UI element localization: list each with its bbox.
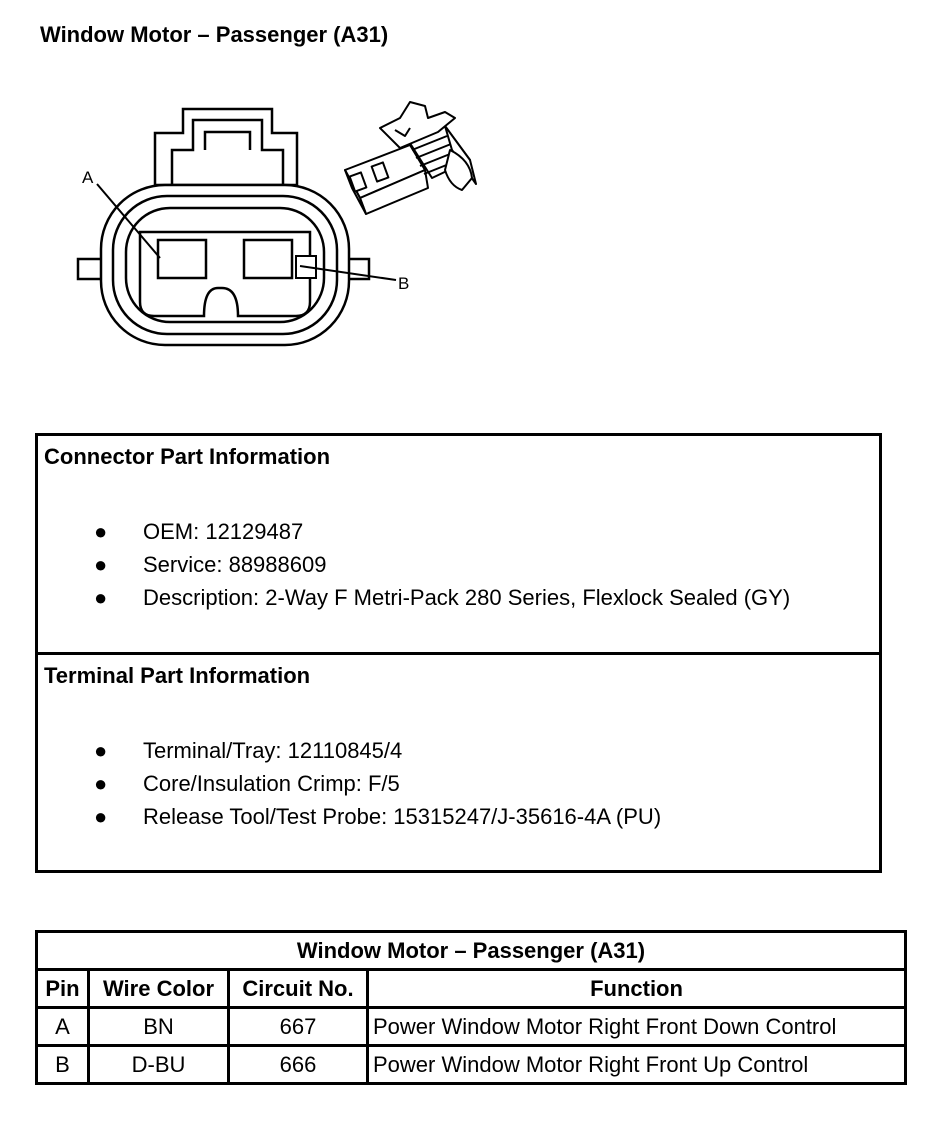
bullet-icon: ● (94, 771, 108, 796)
connector-isometric-view (345, 102, 476, 214)
cell-function: Power Window Motor Right Front Down Control (368, 1008, 906, 1046)
cell-wire-color: BN (89, 1008, 229, 1046)
pin-table-title: Window Motor – Passenger (A31) (37, 932, 906, 970)
bullet-icon: ● (94, 552, 108, 577)
table-row (37, 1046, 906, 1084)
connector-part-info-heading: Connector Part Information (44, 444, 331, 469)
page-title: Window Motor – Passenger (A31) (40, 22, 389, 47)
bullet-icon: ● (94, 804, 108, 829)
header-function: Function (368, 970, 906, 1008)
cavity-a (158, 240, 206, 278)
bullet-icon: ● (94, 585, 108, 610)
label-a: A (82, 168, 94, 187)
cell-circuit-no: 666 (229, 1046, 368, 1084)
bullet-icon: ● (94, 738, 108, 763)
connector-latch (155, 109, 297, 185)
header-circuit-no: Circuit No. (229, 970, 368, 1008)
header-wire-color: Wire Color (89, 970, 229, 1008)
terminal-part-info-heading: Terminal Part Information (44, 663, 311, 688)
cell-pin: B (37, 1046, 89, 1084)
cell-circuit-no: 667 (229, 1008, 368, 1046)
pin-table (35, 930, 907, 1085)
cell-function: Power Window Motor Right Front Up Control (368, 1046, 906, 1084)
cell-wire-color: D-BU (89, 1046, 229, 1084)
label-b: B (398, 274, 410, 293)
table-row (37, 1008, 906, 1046)
connector-diagram (0, 0, 944, 420)
terminal-part-info-box: Terminal Part Information ● Terminal/Tray: 12110845/4 ● Core/Insulation Crimp: F/5 ● Release Tool/Test Probe: 15315247/J-35616-4A (PU) (35, 652, 882, 873)
bullet-icon: ● (94, 519, 108, 544)
connector-part-info-box: Connector Part Information ● OEM: 12129487 ● Service: 88988609 ● Description: 2-Way F Metri-Pack 280 Series, Flexlock Sealed (GY) (35, 433, 882, 655)
cavity-b (244, 240, 292, 278)
cell-pin: A (37, 1008, 89, 1046)
pin-table-header-row (37, 970, 906, 1008)
pin-table-title-row (37, 932, 906, 970)
header-pin: Pin (37, 970, 89, 1008)
